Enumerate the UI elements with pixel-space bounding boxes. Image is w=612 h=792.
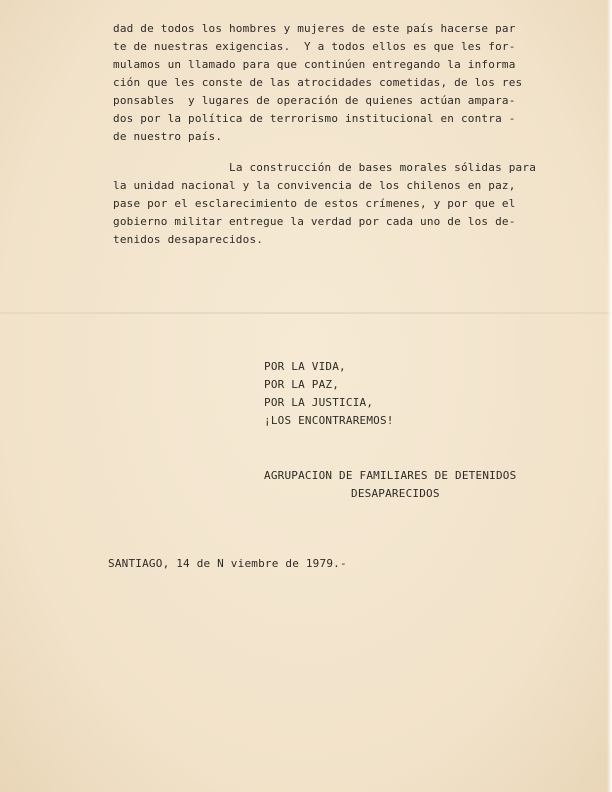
paragraph1-line: ponsables y lugares de operación de quienes actúan ampara- [113, 94, 516, 107]
slogan-line: POR LA PAZ, [264, 378, 340, 391]
page-edge [607, 0, 612, 792]
slogan-line: POR LA VIDA, [264, 360, 346, 373]
paragraph1-line: de nuestro país. [113, 130, 223, 143]
paragraph2-line: tenidos desaparecidos. [113, 233, 264, 246]
organization-name-continued: DESAPARECIDOS [351, 487, 440, 500]
paragraph1-line: te de nuestras exigencias. Y a todos ellos es que les for- [113, 40, 516, 53]
paper-fold [0, 312, 612, 314]
paragraph1-line: mulamos un llamado para que continúen entregando la informa [113, 58, 516, 71]
date-line: SANTIAGO, 14 de N viembre de 1979.- [108, 557, 347, 570]
paragraph1-line: dos por la política de terrorismo institucional en contra - [113, 112, 516, 125]
paragraph2-line: pase por el esclarecimiento de estos crímenes, y por que el [113, 197, 516, 210]
slogan-line: POR LA JUSTICIA, [264, 396, 374, 409]
paragraph1-line: ción que les conste de las atrocidades cometidas, de los res [113, 76, 523, 89]
organization-name: AGRUPACION DE FAMILIARES DE DETENIDOS [264, 469, 517, 482]
paragraph2-line: la unidad nacional y la convivencia de los chilenos en paz, [113, 179, 516, 192]
paragraph2-line: gobierno militar entregue la verdad por cada uno de los de- [113, 215, 516, 228]
paragraph1-line: dad de todos los hombres y mujeres de este país hacerse par [113, 22, 516, 35]
paragraph2-first-line: La construcción de bases morales sólidas para [229, 161, 537, 174]
slogan-line: ¡LOS ENCONTRAREMOS! [264, 414, 394, 427]
